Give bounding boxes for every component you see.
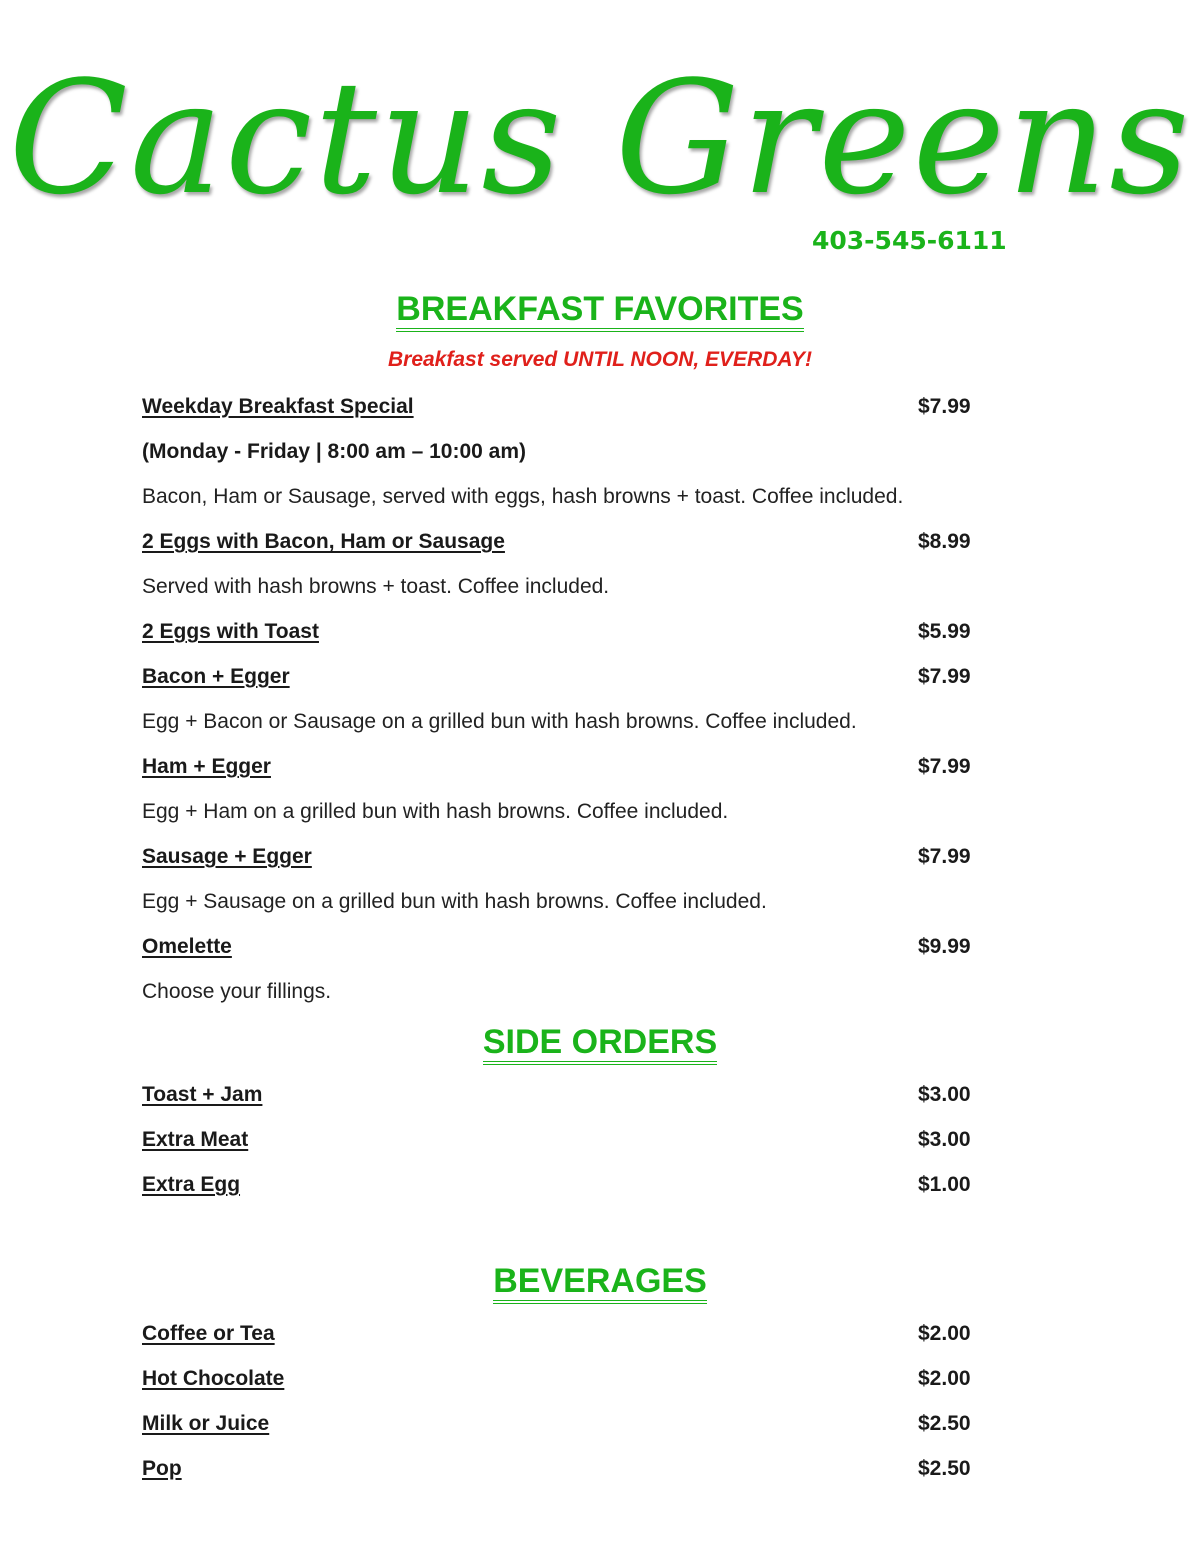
menu-item-price: $2.50 [918,1412,971,1435]
section-title-sides [0,1023,1200,1065]
section-title-sides-text: SIDE ORDERS [483,1023,717,1065]
menu-item-price: $7.99 [918,845,971,868]
menu-item-name: Pop [142,1457,182,1480]
menu-item-name: Milk or Juice [142,1412,270,1435]
menu-item-price: $7.99 [918,395,971,418]
menu-item-description: Egg + Bacon or Sausage on a grilled bun with hash browns. Coffee included. [142,710,857,733]
section-title-breakfast-text: BREAKFAST FAVORITES [396,290,803,332]
menu-item-price: $2.50 [918,1457,971,1480]
menu-item-price: $8.99 [918,530,971,553]
menu-item-name: 2 Eggs with Toast [142,620,319,643]
menu-item-description: Served with hash browns + toast. Coffee included. [142,575,610,598]
section-title-breakfast [0,290,1200,332]
restaurant-logo: Cactus Greens [8,47,1192,229]
menu-item-name: Coffee or Tea [142,1322,275,1345]
menu-item-price: $7.99 [918,665,971,688]
menu-item-name: Bacon + Egger [142,665,290,688]
menu-item-price: $5.99 [918,620,971,643]
menu-item-name: Omelette [142,935,232,958]
menu-item-name: Toast + Jam [142,1083,263,1106]
menu-item-name: Extra Meat [142,1128,249,1151]
menu-item-price: $2.00 [918,1367,971,1390]
menu-item-price: $3.00 [918,1128,971,1151]
menu-item-price: $7.99 [918,755,971,778]
menu-item-price: $9.99 [918,935,971,958]
menu-item-hours: (Monday - Friday | 8:00 am – 10:00 am) [142,440,527,463]
menu-item-price: $2.00 [918,1322,971,1345]
menu-item-name: Ham + Egger [142,755,271,778]
menu-item-price: $1.00 [918,1173,971,1196]
menu-item-name: Weekday Breakfast Special [142,395,414,418]
menu-item-name: Hot Chocolate [142,1367,285,1390]
breakfast-hours-notice: Breakfast served UNTIL NOON, EVERDAY! [387,348,812,371]
section-title-beverages [0,1262,1200,1304]
menu-item-name: 2 Eggs with Bacon, Ham or Sausage [142,530,505,553]
phone-number: 403-545-6111 [812,226,1007,255]
menu-item-description: Egg + Sausage on a grilled bun with hash browns. Coffee included. [142,890,767,913]
menu-item-name: Extra Egg [142,1173,241,1196]
menu-item-description: Choose your fillings. [142,980,332,1003]
menu-item-name: Sausage + Egger [142,845,312,868]
menu-item-description: Egg + Ham on a grilled bun with hash browns. Coffee included. [142,800,729,823]
section-title-beverages-text: BEVERAGES [493,1262,707,1304]
menu-item-description: Bacon, Ham or Sausage, served with eggs, hash browns + toast. Coffee included. [142,485,904,508]
menu-item-price: $3.00 [918,1083,971,1106]
